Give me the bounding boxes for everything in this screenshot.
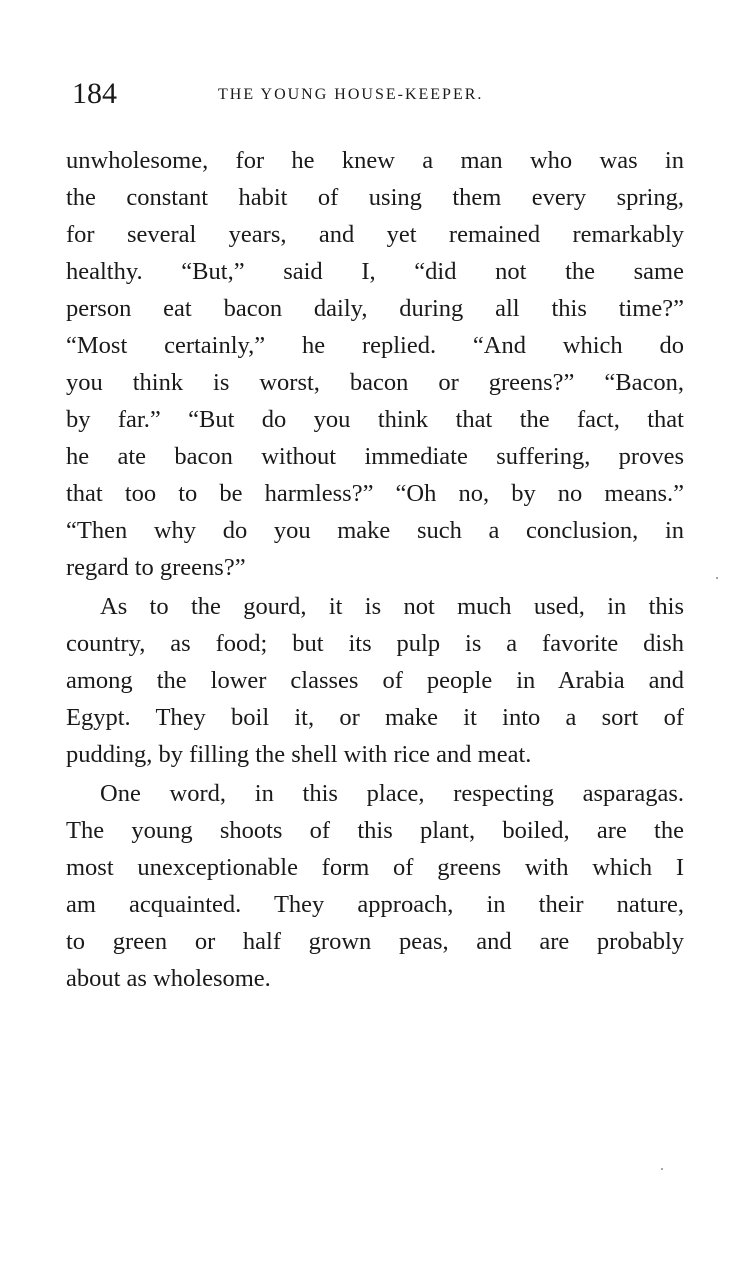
- text-line: person eat bacon daily, during all this time?”: [66, 295, 684, 322]
- text-line: pudding, by filling the shell with rice and meat.: [66, 741, 532, 768]
- text-line: you think is worst, bacon or greens?” “Bacon,: [66, 369, 684, 396]
- text-line: healthy. “But,” said I, “did not the same: [66, 258, 684, 285]
- page-header: [72, 74, 692, 114]
- running-title: THE YOUNG HOUSE-KEEPER.: [218, 86, 484, 103]
- text-line: to green or half grown peas, and are probably: [66, 928, 684, 955]
- text-line: country, as food; but its pulp is a favorite dish: [66, 630, 684, 657]
- text-line: about as wholesome.: [66, 965, 271, 992]
- text-line: the constant habit of using them every spring,: [66, 184, 684, 211]
- text-line: unwholesome, for he knew a man who was in: [66, 147, 684, 174]
- paragraph: [66, 142, 684, 586]
- text-line: As to the gourd, it is not much used, in this: [100, 593, 684, 620]
- text-line: among the lower classes of people in Arabia and: [66, 667, 684, 694]
- text-line: by far.” “But do you think that the fact, that: [66, 406, 684, 433]
- text-line: that too to be harmless?” “Oh no, by no means.”: [66, 480, 684, 507]
- text-line: The young shoots of this plant, boiled, are the: [66, 817, 684, 844]
- text-line: for several years, and yet remained remarkably: [66, 221, 684, 248]
- text-line: One word, in this place, respecting asparagas.: [100, 780, 684, 807]
- text-line: most unexceptionable form of greens with which I: [66, 854, 684, 881]
- paragraph: [66, 588, 684, 773]
- text-line: regard to greens?”: [66, 554, 246, 581]
- text-line: am acquainted. They approach, in their nature,: [66, 891, 684, 918]
- text-line: “Then why do you make such a conclusion, in: [66, 517, 684, 544]
- page-number: 184: [72, 77, 117, 110]
- paragraph: [66, 775, 684, 997]
- text-line: he ate bacon without immediate suffering, proves: [66, 443, 684, 470]
- text-line: Egypt. They boil it, or make it into a sort of: [66, 704, 684, 731]
- body-text: [66, 142, 684, 997]
- text-line: “Most certainly,” he replied. “And which do: [66, 332, 684, 359]
- paper-speck: [661, 1168, 663, 1170]
- paper-speck: [716, 577, 718, 579]
